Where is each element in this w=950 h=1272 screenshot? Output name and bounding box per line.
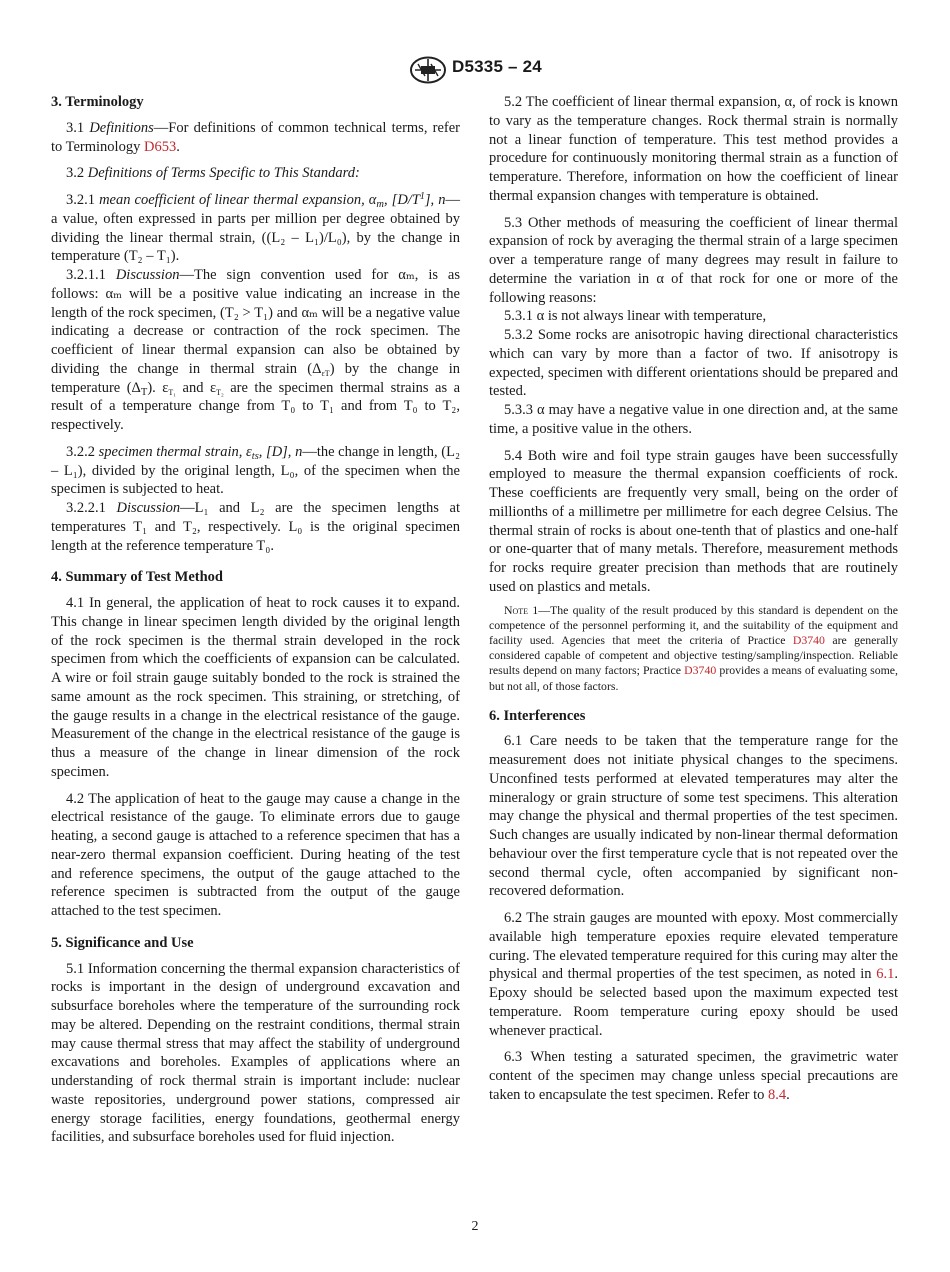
paragraph-6-2: 6.2 The strain gauges are mounted with epoxy. Most commercially available high temperature epoxies require elevated temperature curing. The elevated temperature required for this curing may alter the physical and thermal properties of the test specimen, as noted in 6.1. Epoxy should be selected based upon the maximum expected test temperature. Room temperature curing epoxy should be used whenever practical. <box>489 910 898 1039</box>
paragraph-4-2: 4.2 The application of heat to the gauge may cause a change in the electrical resistance of the gauge. To eliminate errors due to gauge heating, a second gauge is attached to a reference specimen that has a near-zero thermal expansion coefficient. During heating of the test and reference specimens, the output of the gauge attached to the reference specimen is subtracted from the output of the gauge attached to the test specimen. <box>51 790 460 919</box>
page-number: 2 <box>471 1219 479 1234</box>
paragraph-3-1: 3.1 Definitions—For definitions of common technical terms, refer to Terminology D653. <box>51 119 460 155</box>
paragraph-5-1: 5.1 Information concerning the thermal expansion characteristics of rocks is important in the design of underground excavation and subsurface boreholes where the temperature of the surrounding rock may be altered. Depending on the restraint conditions, thermal strain may cause thermal stress that may affect the stability of underground excavations and boreholes. Examples of applications where an understanding of rock thermal strain is important include: nuclear waste repositories, underground power stations, compressed air energy storage facilities, energy foundations, geothermal energy facilities, and subsurface boreholes used for fluid injection. <box>51 960 460 1146</box>
page-header <box>0 56 950 84</box>
link-d3740[interactable]: D3740 <box>792 632 825 647</box>
paragraph-5-3-3: 5.3.3 α may have a negative value in one direction and, at the same time, a positive value in the others. <box>489 402 898 437</box>
section-heading-interferences: 6. Interferences <box>489 707 586 724</box>
paragraph-6-3: 6.3 When testing a saturated specimen, the gravimetric water content of the specimen may change unless special precautions are taken to encapsulate the test specimen. Refer to 8.4. <box>489 1049 898 1103</box>
link-d653[interactable]: D653 <box>143 138 177 155</box>
paragraph-5-3-1: 5.3.1 α is not always linear with temperature, <box>504 308 767 325</box>
right-column <box>489 93 898 1113</box>
paragraph-3-2-1: 3.2.1 mean coefficient of linear thermal expansion, $\alpha_m$, $[D/T^1]$, n—a value, often expressed in parts per million per degree obtained by dividing the linear thermal strain, ((L₂ – L₁)/L₀), by the change in temperature (T₂ – T₁). <box>51 191 461 265</box>
note-1: Note 1—The quality of the result produced by this standard is dependent on the competence of the personnel performing it, and the suitability of the equipment and facility used. Agencies that meet the criteria of Practice D3740 are generally considered capable of competent and objective testing/sampling/inspection. Reliable results depend on many factors; Practice D3740 provides a means of evaluating some, but not all, of those factors. <box>489 602 899 693</box>
left-column <box>51 93 460 1155</box>
paragraph-5-3-2: 5.3.2 Some rocks are anisotropic having directional characteristics which can vary by more than a factor of two. If anisotropy is expected, specimen with different orientations should be prepared and tested. <box>489 327 898 400</box>
paragraph-3-2: 3.2 Definitions of Terms Specific to This Standard: <box>66 165 360 182</box>
paragraph-5-3: 5.3 Other methods of measuring the coefficient of linear thermal expansion of rock by averaging the thermal strain of a large specimen over a temperature range of many degrees may result in failure to determine the variation in α of that rock for one or more of the following reasons: <box>489 214 898 306</box>
paragraph-3-2-2: 3.2.2 specimen thermal strain, $\varepsilon_{ts}$, [D], n—the change in length, (L₂ – L₁), divided by the original length, L₀, of the specimen when the specimen is subjected to heat. <box>51 443 461 498</box>
paragraph-4-1: 4.1 In general, the application of heat to rock causes it to expand. This change in linear specimen length divided by the original length of the rock specimen is the thermal strain developed in the rock specimen from which the coefficients of expansion can be calculated. A wire or foil strain gauge suitably bonded to the rock is strained the same amount as the rock specimen. This straining, or stretching, of the gauge results in a change in the electrical resistance of the gauge. Measurement of the change in the electrical resistance of the gauge is thus a measure of the change in linear dimension of the rock specimen. <box>51 595 460 780</box>
paragraph-6-1: 6.1 Care needs to be taken that the temperature range for the measurement does not initiate physical changes to the specimens. Unconfined tests performed at elevated temperatures may alter the mineralogy or grain structure of some test specimens. This alteration may change the physical and thermal properties of the test specimen. Such changes are usually indicated by non-linear thermal deformation behaviour over the first temperature cycle that is not repeated over the second thermal cycle, often accompanied by significant non-recovered deformation. <box>489 733 898 900</box>
section-heading-significance: 5. Significance and Use <box>51 934 194 951</box>
link-section-6-1[interactable]: 6.1 <box>876 966 895 983</box>
paragraph-3-2-2-1: 3.2.2.1 Discussion—L₁ and L₂ are the specimen lengths at temperatures T₁ and T₂, respectively. L₀ is the original specimen length at the reference temperature T₀. <box>51 500 460 554</box>
link-section-8-4[interactable]: 8.4 <box>768 1086 787 1103</box>
paragraph-3-2-1-1: 3.2.1.1 Discussion—The sign convention used for αₘ, is as follows: αₘ will be a positive value indicating an increase in the length of the rock specimen, (T₂ > T₁) and αₘ will be a negative value indicating a decrease or contraction of the rock specimen. The coefficient of linear thermal expansion can also be obtained by dividing the change in thermal strain $(\Delta_{\varepsilon T})$ by the change in temperature $(\Delta_T)$. $\varepsilon_{T_1}$ and $\varepsilon_{T_2}$ are the specimen thermal strains as a result of a temperature change from T₀ to T₁ and from T₀ to T₂, respectively. <box>51 267 461 433</box>
link-d3740-second[interactable]: D3740 <box>684 663 717 678</box>
section-heading-summary: 4. Summary of Test Method <box>51 569 223 586</box>
standard-designation: D5335 – 24 <box>452 57 542 76</box>
section-heading-terminology: 3. Terminology <box>51 94 144 110</box>
paragraph-5-2: 5.2 The coefficient of linear thermal expansion, α, of rock is known to vary as the temperature changes. Rock thermal strain is normally not a linear function of temperature. This test method provides a procedure for continuously monitoring thermal strain as a function of temperature. Therefore, information on how the coefficient of linear thermal expansion changes with temperature is obtained. <box>489 94 898 204</box>
astm-logo-icon <box>409 56 447 84</box>
paragraph-5-4: 5.4 Both wire and foil type strain gauges have been successfully employed to measure the thermal expansion coefficients of rock. These coefficients are frequently very small, being on the order of millionths of a millimetre per millimetre for each degree Celsius. The thermal strain of rocks is about one-tenth that of plastics and one-half or one-quarter that of many metals. Therefore, measurement methods for rocks require greater precision than methods that are routinely used on plastics and metals. <box>489 447 898 595</box>
